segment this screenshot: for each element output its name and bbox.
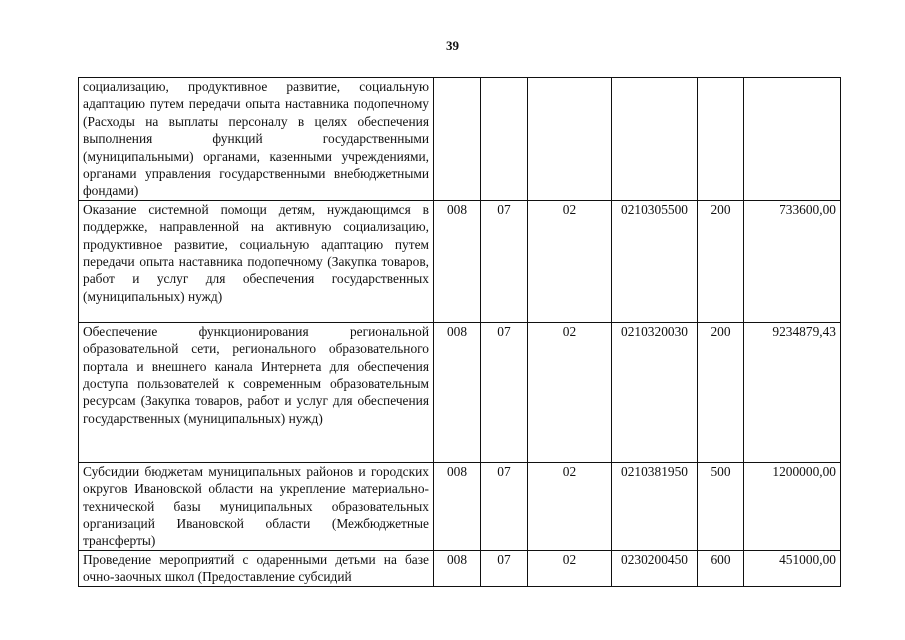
subsection-code: 02: [528, 322, 612, 462]
amount: 1200000,00: [744, 462, 841, 550]
ministry-code: 008: [434, 322, 481, 462]
budget-table: [78, 77, 841, 587]
ministry-code: [434, 78, 481, 201]
target-article-code: 0210320030: [612, 322, 698, 462]
expense-type-code: 200: [698, 322, 744, 462]
amount: [744, 78, 841, 201]
table-row: [79, 462, 841, 550]
row-description: Проведение мероприятий с одаренными детьми на базе очно-заочных школ (Предоставление субсидий: [79, 550, 434, 586]
subsection-code: [528, 78, 612, 201]
expense-type-code: 600: [698, 550, 744, 586]
section-code: 07: [481, 200, 528, 322]
section-code: 07: [481, 462, 528, 550]
row-description: социализацию, продуктивное развитие, социальную адаптацию путем передачи опыта наставника подопечному (Расходы на выплаты персоналу в целях обеспечения выполнения функций государственными (муниципальными) органами, казенными учреждениями, органами управления государственными внебюджетными фондами): [79, 78, 434, 201]
table-row: [79, 322, 841, 462]
row-description: Обеспечение функционирования региональной образовательной сети, регионального образовательного портала и внешнего канала Интернета для обеспечения доступа пользователей к современным образовательным ресурсам (Закупка товаров, работ и услуг для обеспечения государственных (муниципальных) нужд): [79, 322, 434, 462]
expense-type-code: 500: [698, 462, 744, 550]
table-row: [79, 200, 841, 322]
ministry-code: 008: [434, 462, 481, 550]
target-article-code: 0230200450: [612, 550, 698, 586]
section-code: 07: [481, 322, 528, 462]
ministry-code: 008: [434, 200, 481, 322]
row-description: Оказание системной помощи детям, нуждающимся в поддержке, направленной на активную социализацию, продуктивное развитие, социальную адаптацию путем передачи опыта наставника подопечному (Закупка товаров, работ и услуг для обеспечения государственных (муниципальных) нужд): [79, 200, 434, 322]
amount: 733600,00: [744, 200, 841, 322]
amount: 9234879,43: [744, 322, 841, 462]
expense-type-code: 200: [698, 200, 744, 322]
subsection-code: 02: [528, 200, 612, 322]
section-code: [481, 78, 528, 201]
expense-type-code: [698, 78, 744, 201]
table-row: [79, 78, 841, 201]
target-article-code: [612, 78, 698, 201]
amount: 451000,00: [744, 550, 841, 586]
ministry-code: 008: [434, 550, 481, 586]
subsection-code: 02: [528, 550, 612, 586]
table-row: [79, 550, 841, 586]
section-code: 07: [481, 550, 528, 586]
target-article-code: 0210305500: [612, 200, 698, 322]
page-number: 39: [446, 38, 459, 53]
target-article-code: 0210381950: [612, 462, 698, 550]
row-description: Субсидии бюджетам муниципальных районов и городских округов Ивановской области на укрепление материально-технической базы муниципальных образовательных организаций Ивановской области (Межбюджетные трансферты): [79, 462, 434, 550]
subsection-code: 02: [528, 462, 612, 550]
